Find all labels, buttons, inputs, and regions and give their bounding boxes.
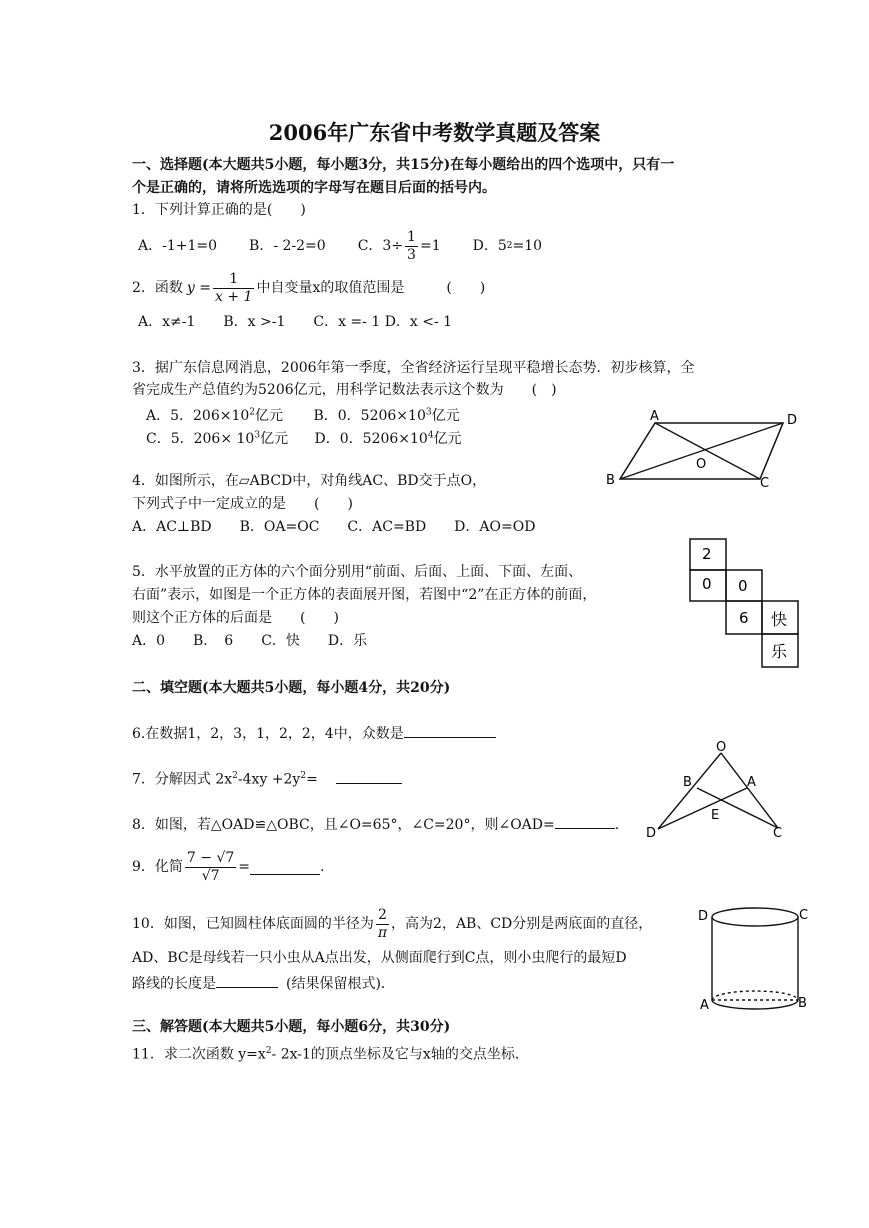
section3-heading: 三、解答题(本大题共5小题，每小题6分，共30分) <box>132 1019 451 1035</box>
q7-prefix: 7．分解因式 2x <box>132 771 233 788</box>
q10-line3 <box>132 973 395 993</box>
q3-a-text: A．5．206×10 <box>146 407 250 424</box>
q6-line <box>132 723 496 743</box>
triangles-figure <box>640 738 800 843</box>
q9-prefix: 9．化简 <box>132 859 183 875</box>
cylinder-bottom-back <box>712 991 798 1000</box>
q1-c-numerator: 1 <box>407 228 416 245</box>
q7-middle: -4xy +2y <box>237 771 301 788</box>
q3-option-c <box>146 431 288 447</box>
q7-exponent-2: 2 <box>300 771 307 781</box>
cylinder-bottom-front <box>712 1000 798 1009</box>
q3-d-exponent: 4 <box>427 430 434 440</box>
segment-oc <box>721 753 778 828</box>
q8-period: . <box>614 817 620 833</box>
label-d: D <box>698 909 709 924</box>
label-o: O <box>716 740 727 755</box>
q9-fraction <box>185 850 236 885</box>
q8-text: 8．如图，若△OAD≌△OBC，且∠O=65°，∠C=20°，则∠OAD= <box>132 817 555 833</box>
q3-option-a <box>146 408 283 424</box>
q10-prefix: 10．如图，已知圆柱体底面圆的半径为 <box>132 916 374 932</box>
q1-option-d-prefix: D．5 <box>472 238 507 254</box>
label-a: A <box>747 775 756 790</box>
q8-answer-blank <box>555 814 615 829</box>
net-label-kuai: 快 <box>771 610 788 629</box>
q3-c-unit: 亿元 <box>260 430 289 447</box>
q4-line1: 4．如图所示，在▱ABCD中，对角线AC、BD交于点O， <box>132 473 487 489</box>
q3-line1: 3．据广东信息网消息，2006年第一季度，全省经济运行呈现平稳增长态势．初步核算，全 <box>132 360 695 376</box>
q1-option-d-exponent: 2 <box>506 241 513 251</box>
net-label-0a: 0 <box>702 575 712 593</box>
cube-net-figure <box>685 535 805 675</box>
q3-c-text: C．5．206× 10 <box>146 430 255 447</box>
q2-suffix: 中自变量x的取值范围是 ( ) <box>256 280 486 296</box>
q3-line2: 省完成生产总值约为5206亿元，用科学记数法表示这个数为 ( ) <box>132 382 557 398</box>
q5-line2: 右面”表示，如图是一个正方体的表面展开图，若图中“2”在正方体的前面， <box>132 587 597 603</box>
q2-stem <box>132 268 485 308</box>
label-d: D <box>646 826 657 841</box>
label-a: A <box>650 409 659 424</box>
label-a: A <box>700 998 709 1013</box>
q1-option-c-prefix: C．3÷ <box>357 238 404 254</box>
label-b: B <box>683 775 692 790</box>
q7-exponent-1: 2 <box>232 771 238 781</box>
net-label-2: 2 <box>702 545 712 563</box>
q2-numerator: 1 <box>213 271 254 289</box>
q1-option-a: A．-1+1=0 <box>138 238 218 254</box>
q2-prefix: 2．函数 <box>132 280 183 296</box>
q1-option-c-suffix: =1 <box>419 238 441 254</box>
diagonal-ac <box>655 423 760 479</box>
q10-answer-blank <box>216 973 278 988</box>
q10-line2: AD、BC是母线若一只小虫从A点出发，从侧面爬行到C点，则小虫爬行的最短D <box>132 950 627 966</box>
q3-options-row1 <box>146 403 460 425</box>
q3-option-d <box>315 431 462 447</box>
q9-numerator: 7 − √7 <box>186 849 235 866</box>
label-c: C <box>773 826 783 841</box>
section1-heading-line1: 一、选择题(本大题共5小题，每小题3分，共15分)在每小题给出的四个选项中，只有一 <box>132 157 675 173</box>
q4-options: A．AC⊥BD B．OA=OC C．AC=BD D．AO=OD <box>132 519 536 535</box>
net-label-le: 乐 <box>771 642 788 661</box>
segment-cb <box>697 788 778 828</box>
cylinder-top-ellipse <box>712 908 798 926</box>
q11-exponent: 2 <box>265 1046 272 1056</box>
q10-suffix: ，高为2，AB、CD分别是两底面的直径， <box>391 916 653 932</box>
q5-line3: 则这个正方体的后面是 ( ) <box>132 610 339 626</box>
q3-d-unit: 亿元 <box>433 430 462 447</box>
label-b: B <box>606 473 615 488</box>
q10-denominator: π <box>377 924 388 941</box>
q3-option-b <box>313 408 459 424</box>
q3-c-exponent: 3 <box>254 430 261 440</box>
section1-heading-line2: 个是正确的，请将所选选项的字母写在题目后面的括号内。 <box>132 180 496 196</box>
q1-option-d-suffix: =10 <box>512 238 543 254</box>
segment-da <box>658 788 747 829</box>
label-c: C <box>760 476 770 491</box>
q4-line2: 下列式子中一定成立的是 ( ) <box>132 496 353 512</box>
q8-line <box>132 814 619 834</box>
q2-fraction <box>213 271 254 306</box>
label-d: D <box>787 413 798 428</box>
q10-line3-suffix: (结果保留根式)． <box>286 976 395 992</box>
q1-c-denominator: 3 <box>407 246 416 263</box>
q3-a-unit: 亿元 <box>255 407 284 424</box>
q6-text: 6.在数据1，2，3，1，2，2，4中，众数是 <box>132 726 404 742</box>
q7-answer-blank <box>336 769 402 784</box>
q6-answer-blank <box>404 723 496 738</box>
section2-heading: 二、填空题(本大题共5小题，每小题4分，共20分) <box>132 680 451 696</box>
label-o: O <box>696 457 707 472</box>
q2-function-y: y = <box>186 280 212 296</box>
q10-fraction <box>376 907 389 942</box>
q11-prefix: 11．求二次函数 y=x <box>132 1046 266 1063</box>
q9-line <box>132 846 324 888</box>
q3-d-text: D．0．5206×10 <box>314 430 428 447</box>
label-b: B <box>798 996 807 1011</box>
q2-options: A．x≠-1 B．x >-1 C．x =- 1 D．x <- 1 <box>138 314 453 330</box>
q1-option-b: B．- 2-2=0 <box>249 238 326 254</box>
q5-line1: 5．水平放置的正方体的六个面分别用“前面、后面、上面、下面、左面、 <box>132 564 583 580</box>
cylinder-figure <box>690 896 815 1018</box>
q9-answer-blank <box>250 860 320 875</box>
q11-line <box>132 1042 529 1064</box>
q9-denominator: √7 <box>201 867 220 884</box>
q3-a-exponent: 2 <box>249 407 256 417</box>
q10-line3-prefix: 路线的长度是 <box>132 976 216 992</box>
label-e: E <box>711 808 720 823</box>
q5-options: A．0 B． 6 C．快 D．乐 <box>132 633 368 649</box>
q3-b-text: B．0．5206×10 <box>313 407 426 424</box>
net-label-0b: 0 <box>738 577 748 595</box>
q10-line1 <box>132 903 652 945</box>
q7-line <box>132 767 402 789</box>
q1-stem: 1．下列计算正确的是( ) <box>132 202 306 218</box>
q9-period: . <box>320 859 325 875</box>
q7-equals: = <box>306 771 318 788</box>
q11-suffix: - 2x-1的顶点坐标及它与x轴的交点坐标． <box>271 1046 529 1063</box>
q1-option-c-fraction <box>405 229 418 264</box>
page-title: 2006年广东省中考数学真题及答案 <box>268 120 601 145</box>
label-c: C <box>799 908 809 923</box>
q1-options <box>138 226 542 266</box>
q9-equals: = <box>238 859 251 875</box>
parallelogram-figure <box>600 405 810 495</box>
q10-numerator: 2 <box>376 907 389 925</box>
q3-options-row2 <box>146 426 462 448</box>
q2-denominator: x + 1 <box>215 288 253 305</box>
q3-b-unit: 亿元 <box>431 407 460 424</box>
q3-b-exponent: 3 <box>425 407 432 417</box>
net-label-6: 6 <box>739 609 749 627</box>
